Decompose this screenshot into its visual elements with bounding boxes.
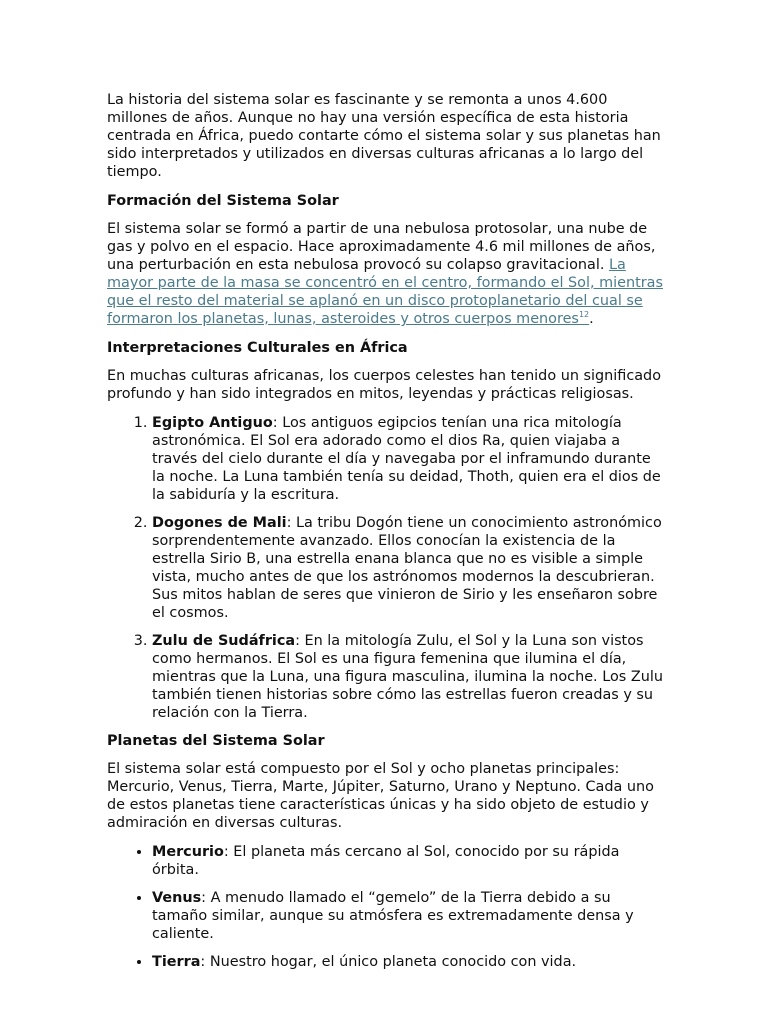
list-item-text: : En la mitología Zulu, el Sol y la Luna son vistos como hermanos. El Sol es una figura femenina que ilumina el día, mientras que la Luna, una figura masculina, ilumina la noche. Los Zulu también tienen historias sobre cómo las estrellas fueron creadas y su relación con la Tierra. — [152, 633, 663, 721]
formation-text: El sistema solar se formó a partir de una nebulosa protosolar, una nube de gas y polvo en el espacio. Hace aproximadamente 4.6 mil millones de años, una perturbación en esta nebulosa provocó su colapso gravitacional. — [107, 221, 656, 273]
list-item-text: : La tribu Dogón tiene un conocimiento astronómico sorprendentemente avanzado. Ellos conocían la existencia de la estrella Sirio B, una estrella enana blanca que no es visible a simple vista, mucho antes de que los astrónomos modernos la descubrieran. Sus mitos hablan de seres que vinieron de Sirio y les enseñaron sobre el cosmos. — [152, 515, 662, 621]
culture-paragraph: En muchas culturas africanas, los cuerpos celestes han tenido un significado profundo y han sido integrados en mitos, leyendas y prácticas religiosas. — [107, 368, 661, 402]
list-item-title: Zulu de Sudáfrica — [152, 633, 296, 649]
list-item — [152, 414, 663, 504]
list-item — [152, 514, 663, 622]
list-item — [152, 953, 663, 971]
list-item — [152, 632, 663, 722]
heading-culture: Interpretaciones Culturales en África — [107, 340, 408, 356]
formation-trailing: . — [589, 311, 594, 327]
list-item-text: : Los antiguos egipcios tenían una rica mitología astronómica. El Sol era adorado como el dios Ra, quien viajaba a través del cielo durante el día y navegaba por el inframundo durante la noche. La Luna también tenía su deidad, Thoth, quien era el dios de la sabiduría y la escritura. — [152, 415, 661, 503]
list-item-text: : A menudo llamado el “gemelo” de la Tierra debido a su tamaño similar, aunque su atmósfera es extremadamente densa y caliente. — [152, 890, 634, 942]
list-item-title: Tierra — [152, 954, 201, 970]
list-item-text: : El planeta más cercano al Sol, conocido por su rápida órbita. — [152, 844, 620, 878]
list-item-title: Mercurio — [152, 844, 224, 860]
formation-paragraph — [107, 220, 663, 328]
planets-list — [107, 843, 663, 971]
heading-planets: Planetas del Sistema Solar — [107, 733, 325, 749]
list-item-text: : Nuestro hogar, el único planeta conocido con vida. — [200, 954, 577, 970]
list-item — [152, 843, 663, 879]
heading-formation: Formación del Sistema Solar — [107, 193, 339, 209]
planets-paragraph: El sistema solar está compuesto por el Sol y ocho planetas principales: Mercurio, Venus, Tierra, Marte, Júpiter, Saturno, Urano y Neptuno. Cada uno de estos planetas tiene características únicas y ha sido objeto de estudio y admiración en diversas culturas. — [107, 761, 654, 831]
document-body — [107, 91, 663, 981]
list-item-title: Dogones de Mali — [152, 515, 287, 531]
culture-list — [107, 414, 663, 722]
list-item-title: Venus — [152, 890, 202, 906]
list-item — [152, 889, 663, 943]
citation-superscript: 12 — [578, 310, 590, 320]
list-item-title: Egipto Antiguo — [152, 415, 273, 431]
intro-paragraph: La historia del sistema solar es fascinante y se remonta a unos 4.600 millones de años. Aunque no hay una versión específica de esta historia centrada en África, puedo contarte cómo el sistema solar y sus planetas han sido interpretados y utilizados en diversas culturas africanas a lo largo del tiempo. — [107, 92, 661, 180]
citation-link-text: La mayor parte de la masa se concentró en el centro, formando el Sol, mientras que el resto del material se aplanó en un disco protoplanetario del cual se formaron los planetas, lunas, asteroides y otros cuerpos menores — [107, 257, 663, 327]
